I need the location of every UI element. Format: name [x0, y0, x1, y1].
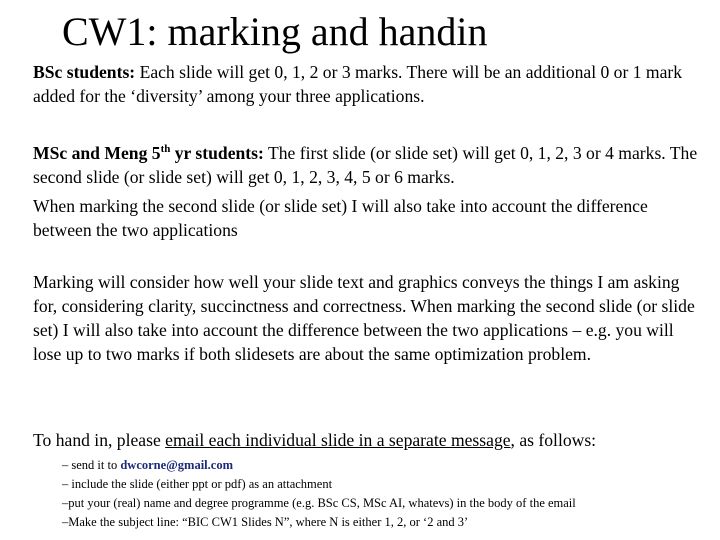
bsc-paragraph — [33, 60, 703, 108]
msc-lead-sup: th — [160, 143, 171, 156]
handin-underlined: email each individual slide in a separate message — [165, 430, 511, 450]
msc-lead-b: yr students: — [170, 143, 264, 163]
msc-paragraph — [33, 141, 703, 189]
bullet-name-programme: –put your (real) name and degree programme (e.g. BSc CS, MSc AI, whatevs) in the body of the email — [62, 496, 576, 510]
bullet-send-prefix: – send it to — [62, 458, 121, 472]
handin-after: , as follows: — [510, 430, 597, 450]
bullet-include: – include the slide (either ppt or pdf) as an attachment — [62, 477, 333, 491]
msc-lead-a: MSc and Meng 5 — [33, 143, 161, 163]
bsc-lead: BSc students: — [33, 62, 136, 82]
handin-bullet-list — [62, 456, 702, 532]
msc-note-paragraph: When marking the second slide (or slide set) I will also take into account the difference between the two applications — [33, 196, 648, 240]
bsc-text: Each slide will get 0, 1, 2 or 3 marks. There will be an additional 0 or 1 mark added for the ‘diversity’ among your three applications. — [33, 62, 683, 106]
marking-paragraph: Marking will consider how well your slide text and graphics conveys the things I am asking for, considering clarity, succinctness and correctness. When marking the second slide (or slide set) I will also take into account the difference between the two applications – e.g. you will lose up to two marks if both slidesets are about the same optimization problem. — [33, 272, 695, 364]
bullet-subject-line: –Make the subject line: “BIC CW1 Slides N”, where N is either 1, 2, or ‘2 and 3’ — [62, 515, 469, 529]
msc-lead — [33, 143, 264, 163]
bullet-send — [62, 456, 702, 475]
msc-text: The first slide (or slide set) will get 0, 1, 2, 3 or 4 marks. The second slide (or slide set) will get 0, 1, 2, 3, 4, 5 or 6 marks. — [33, 143, 698, 187]
handin-paragraph — [33, 428, 703, 452]
handin-before: To hand in, please — [33, 430, 166, 450]
slide-title: CW1: marking and handin — [62, 9, 488, 54]
email-address: dwcorne@gmail.com — [120, 458, 233, 472]
